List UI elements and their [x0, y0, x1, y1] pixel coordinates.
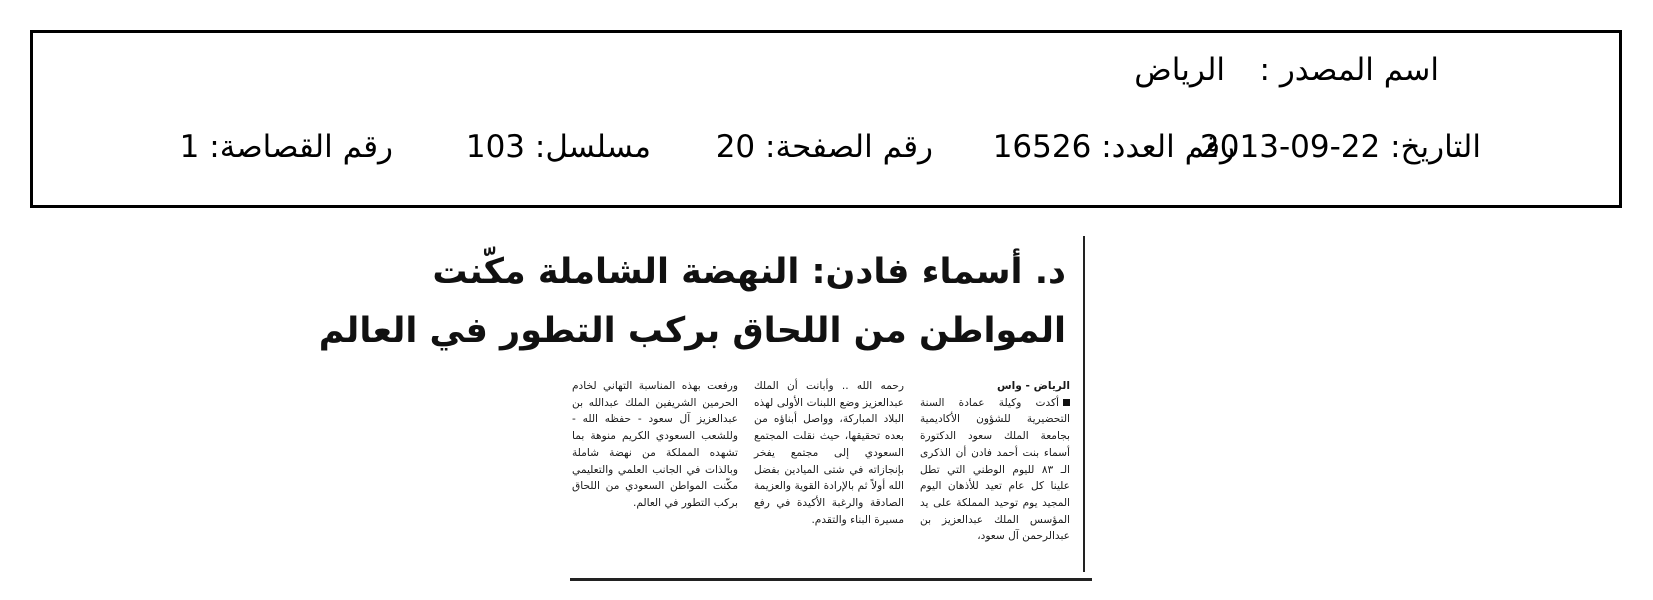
page-value: 20: [715, 129, 756, 165]
newspaper-clipping: [318, 236, 1096, 582]
headline-line-2: المواطن من اللحاق بركب التطور في العالم: [318, 311, 1066, 351]
article-column-1: [920, 378, 1070, 545]
column-3-text: ورفعت بهذه المناسبة التهاني لخادم الحرمين الشريفين الملك عبدالله بن عبدالعزيز آل سعود - حفظه الله - وللشعب السعودي الكريم منوهة بما تشهده المملكة من نهضة شاملة وبالذات في الجانب العلمي والتعليمي مكّنت المواطن السعودي من اللحاق بركب التطور في العالم.: [572, 380, 738, 509]
source-label: اسم المصدر :: [1259, 52, 1439, 88]
date-field: [1200, 127, 1481, 167]
column-rule-bottom: [570, 578, 1092, 581]
column-1-body: [920, 395, 1070, 545]
clipping-value: 1: [179, 129, 200, 165]
serial-label: مسلسل:: [534, 129, 651, 165]
column-1-text: أكدت وكيلة عمادة السنة التحضيرية للشؤون الأكاديمية بجامعة الملك سعود الدكتورة أسماء بنت أحمد فادن أن الذكرى الـ ٨٣ لليوم الوطني التي تطل علينا كل عام تعيد للأذهان اليوم المجيد يوم توحيد المملكة على يد المؤسس الملك عبدالعزيز بن عبدالرحمن آل سعود،: [920, 396, 1070, 543]
clipping-field: [180, 127, 393, 167]
issue-field: [993, 127, 1235, 167]
serial-field: [466, 127, 651, 167]
source-value: الرياض: [1134, 52, 1225, 88]
page-label: رقم الصفحة:: [765, 129, 933, 165]
dateline: الرياض - واس: [996, 380, 1070, 392]
headline-line-1: د. أسماء فادن: النهضة الشاملة مكّنت: [432, 252, 1066, 292]
serial-value: 103: [465, 129, 526, 165]
issue-value: 16526: [992, 129, 1092, 165]
article-column-3: [572, 378, 738, 512]
date-label: التاريخ:: [1390, 129, 1481, 165]
column-2-text: رحمه الله .. وأبانت أن الملك عبدالعزيز وضع اللبنات الأولى لهذه البلاد المباركة، وواصل أبناؤه من بعده تحقيقها، حيث نقلت المجتمع السعودي إلى مجتمع يفخر بإنجازاته في شتى الميادين بفضل الله أولاً ثم بالإرادة القوية والعزيمة الصادقة والرغبة الأكيدة في رفع مسيرة البناء والتقدم.: [754, 380, 904, 526]
column-rule-vertical: [1083, 236, 1085, 572]
date-value: 2013-09-22: [1200, 129, 1381, 165]
paragraph-square-icon: [1063, 399, 1070, 406]
clipping-label: رقم القصاصة:: [209, 129, 393, 165]
article-column-2: [754, 378, 904, 528]
issue-label: رقم العدد:: [1101, 129, 1235, 165]
page-field: [716, 127, 933, 167]
